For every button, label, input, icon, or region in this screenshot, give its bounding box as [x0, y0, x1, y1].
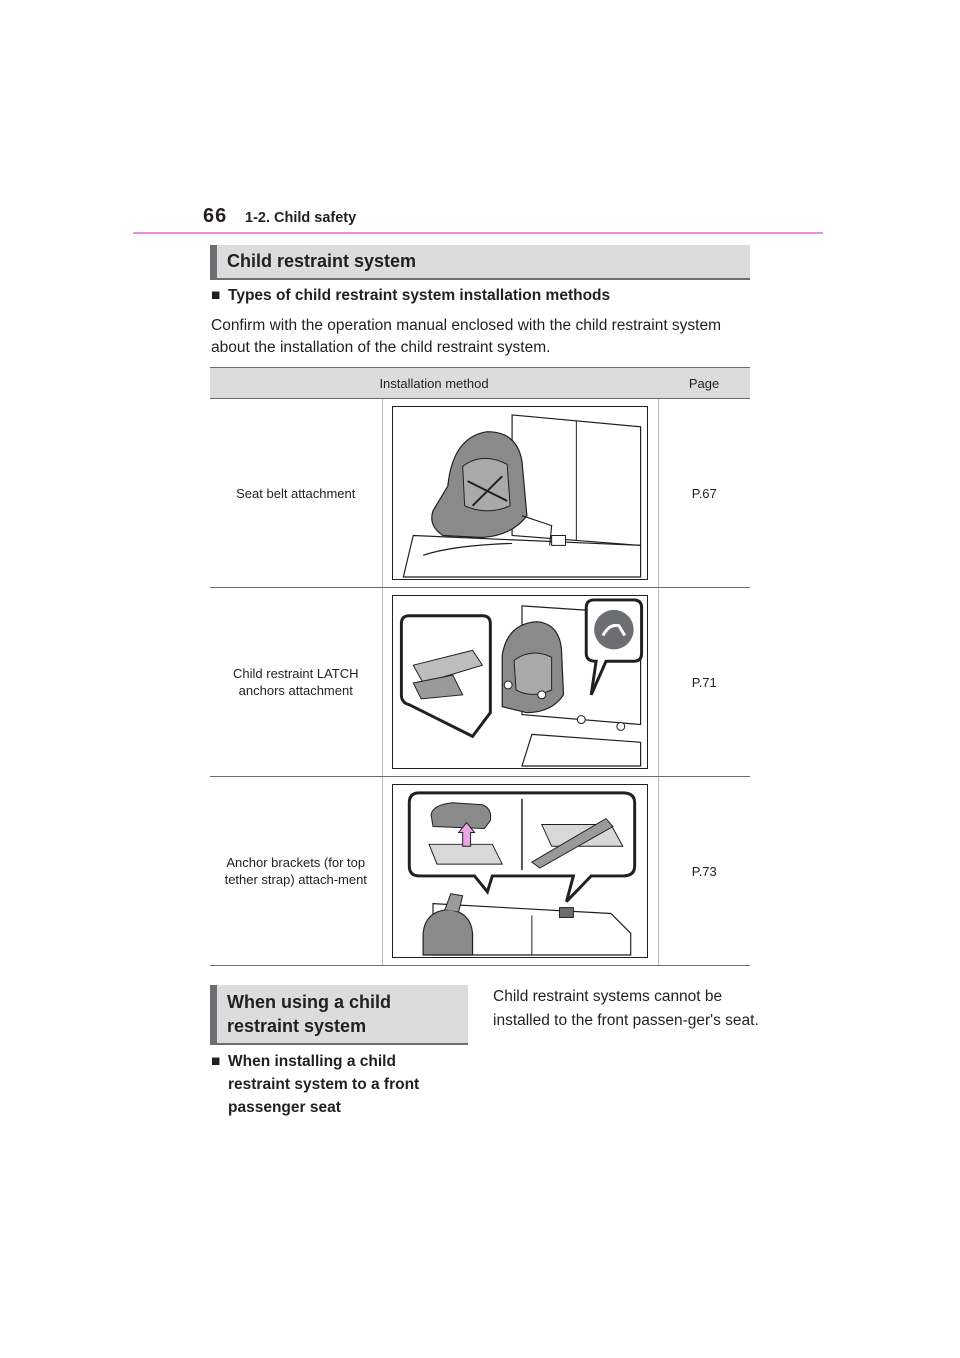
installation-methods-table — [210, 367, 750, 966]
page-number: 66 — [203, 205, 228, 227]
square-bullet-icon: ■ — [211, 287, 221, 304]
intro-paragraph: Confirm with the operation manual enclosed with the child restraint system about the installation of the child restraint system. — [211, 317, 722, 356]
heading-child-restraint-system: Child restraint system — [210, 245, 750, 280]
header-divider — [133, 232, 823, 234]
page-ref-p67: P.67 — [691, 485, 717, 501]
table-row — [210, 588, 750, 777]
column-header-page: Page — [658, 368, 750, 399]
latch-anchors-illustration — [392, 595, 648, 769]
front-seat-paragraph: Child restraint systems cannot be installed to the front passen-ger's seat. — [493, 988, 759, 1029]
table-header-row — [210, 368, 750, 399]
heading-when-using-child-restraint: When using a child restraint system — [210, 985, 468, 1045]
table-row — [210, 777, 750, 966]
subheading-front-passenger-seat — [211, 1050, 458, 1119]
anchor-brackets-illustration — [392, 784, 648, 958]
subheading-text: Types of child restraint system installation methods — [228, 287, 611, 304]
table-row — [210, 399, 750, 588]
page-ref-p73: P.73 — [691, 863, 717, 879]
square-bullet-icon: ■ — [211, 1053, 221, 1070]
page-ref-p71: P.71 — [691, 674, 717, 690]
subheading-text: When installing a child restraint system to a front passenger seat — [228, 1053, 420, 1116]
section-title: 1-2. Child safety — [245, 210, 357, 226]
subheading-installation-types — [211, 287, 610, 305]
method-anchor-brackets: Anchor brackets (for top tether strap) attach-ment — [224, 855, 367, 887]
method-latch-anchors: Child restraint LATCH anchors attachment — [233, 666, 359, 698]
column-header-method: Installation method — [210, 368, 658, 399]
seat-belt-attachment-illustration — [392, 406, 648, 580]
method-seat-belt: Seat belt attachment — [236, 485, 356, 501]
